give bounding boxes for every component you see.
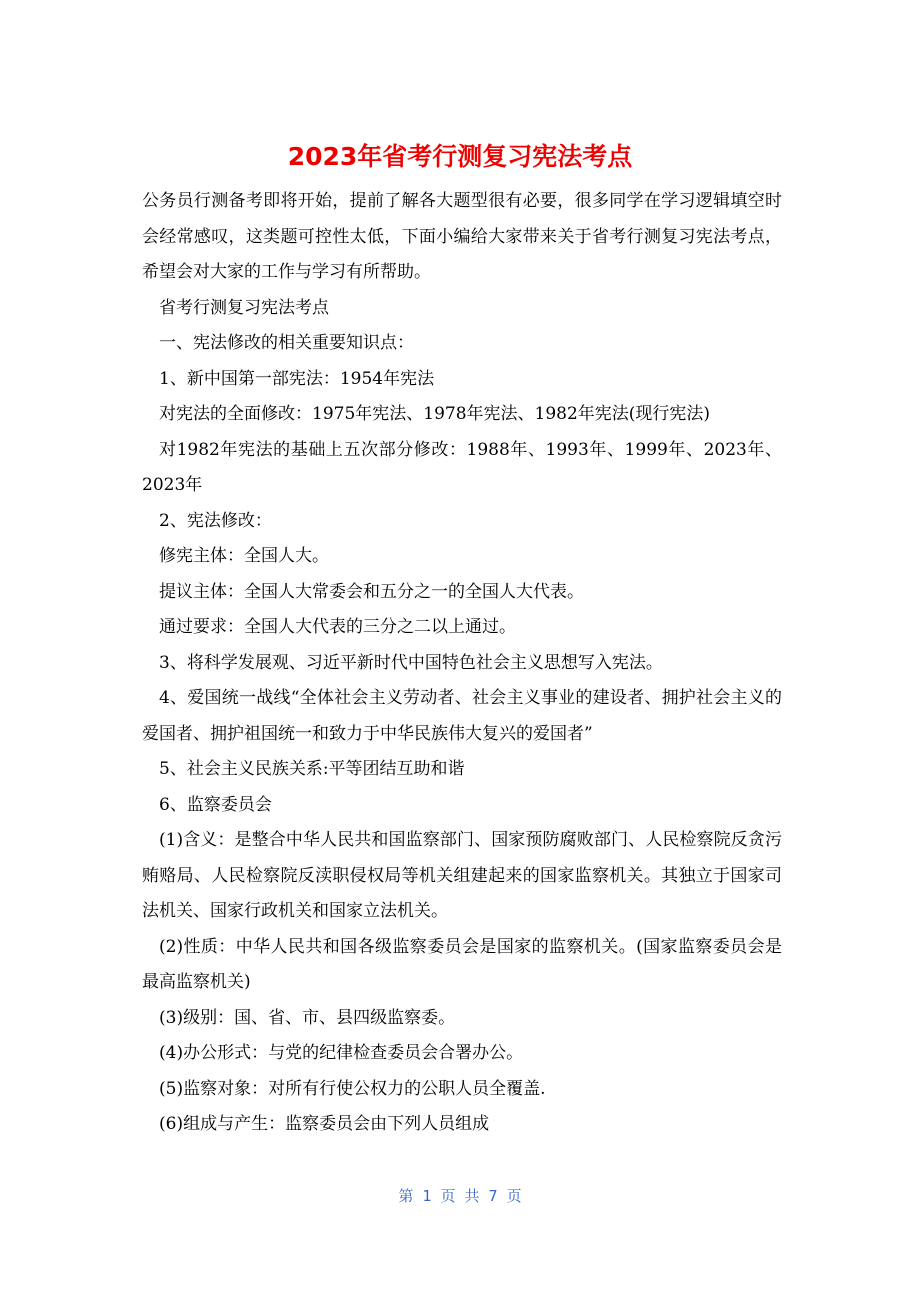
paragraph: 对1982年宪法的基础上五次部分修改：1988年、1993年、1999年、2023年、2023年 (142, 439, 782, 495)
paragraph: (2)性质：中华人民共和国各级监察委员会是国家的监察机关。(国家监察委员会是最高监察机关) (142, 936, 782, 992)
paragraph: 4、爱国统一战线“全体社会主义劳动者、社会主义事业的建设者、拥护社会主义的爱国者、拥护祖国统一和致力于中华民族伟大复兴的爱国者” (142, 688, 782, 744)
paragraph: 2、宪法修改： (159, 510, 272, 531)
paragraph: (4)办公形式：与党的纪律检查委员会合署办公。 (159, 1043, 524, 1063)
paragraph: 公务员行测备考即将开始，提前了解各大题型很有必要，很多同学在学习逻辑填空时会经常感叹，这类题可控性太低，下面小编给大家带来关于省考行测复习宪法考点，希望会对大家的工作与学习有所帮助。 (142, 191, 782, 282)
paragraph: 提议主体：全国人大常委会和五分之一的全国人大代表。 (159, 581, 584, 602)
paragraph: 5、社会主义民族关系:平等团结互助和谐 (159, 759, 465, 779)
paragraph: (6)组成与产生：监察委员会由下列人员组成 (159, 1114, 490, 1134)
paragraph: 通过要求：全国人大代表的三分之二以上通过。 (159, 617, 516, 637)
paragraph: (1)含义：是整合中华人民共和国监察部门、国家预防腐败部门、人民检察院反贪污贿赂局、人民检察院反渎职侵权局等机关组建起来的国家监察机关。其独立于国家司法机关、国家行政机关和国家立法机关。 (142, 830, 782, 921)
document-body (142, 184, 782, 1143)
paragraph: 1、新中国第一部宪法：1954年宪法 (159, 368, 435, 389)
paragraph: (5)监察对象：对所有行使公权力的公职人员全覆盖. (159, 1078, 546, 1099)
paragraph: 3、将科学发展观、习近平新时代中国特色社会主义思想写入宪法。 (159, 652, 663, 673)
paragraph: 6、监察委员会 (159, 794, 272, 815)
document-title: 2023年省考行测复习宪法考点 (287, 142, 633, 171)
paragraph: (3)级别：国、省、市、县四级监察委。 (159, 1007, 456, 1028)
paragraph: 对宪法的全面修改：1975年宪法、1978年宪法、1982年宪法(现行宪法) (159, 404, 711, 424)
paragraph: 一、宪法修改的相关重要知识点： (159, 333, 414, 353)
page-footer: 第 1 页 共 7 页 (398, 1187, 522, 1205)
paragraph: 省考行测复习宪法考点 (159, 297, 329, 318)
paragraph: 修宪主体：全国人大。 (159, 546, 329, 566)
